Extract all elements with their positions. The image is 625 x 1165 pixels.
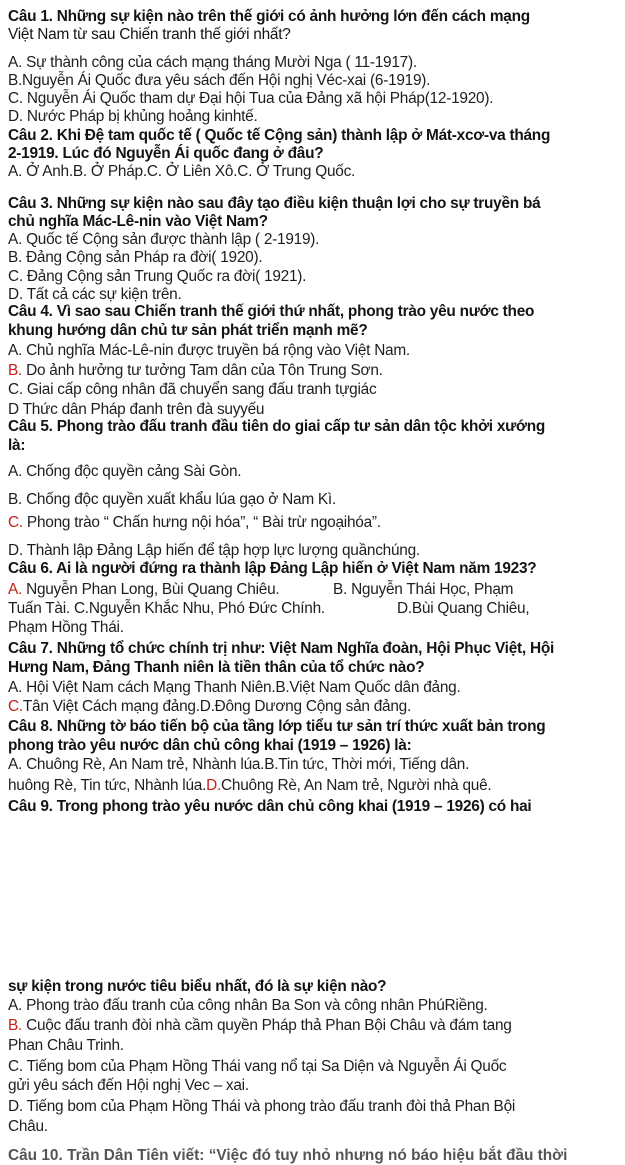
q5-option-d: D. Thành lập Đảng Lập hiến để tập hợp lực lượng quầnchúng.: [8, 542, 420, 559]
q8-option-c-fragment: huông Rè, Tin tức, Nhành lúa.: [8, 777, 207, 794]
q8-option-d-letter: D.: [206, 777, 222, 794]
q3-option-d: D. Tất cả các sự kiện trên.: [8, 286, 182, 303]
q3-option-c: C. Đảng Cộng sản Trung Quốc ra đời( 1921).: [8, 268, 307, 285]
q9-option-a: A. Phong trào đấu tranh của công nhân Ba Son và công nhân PhúRiềng.: [8, 997, 488, 1014]
question-3-line-1: Câu 3. Những sự kiện nào sau đây tạo điều kiện thuận lợi cho sự truyền bá: [8, 195, 541, 212]
q1-option-b: B.Nguyễn Ái Quốc đưa yêu sách đến Hội nghị Véc-xai (6-1919).: [8, 72, 431, 89]
question-4-line-1: Câu 4. Vì sao sau Chiến tranh thế giới thứ nhất, phong trào yêu nước theo: [8, 303, 535, 320]
q5-option-c-letter: C.: [8, 514, 23, 531]
q4-option-a: A. Chủ nghĩa Mác-Lê-nin được truyền bá rộng vào Việt Nam.: [8, 342, 410, 359]
question-5-line-1: Câu 5. Phong trào đấu tranh đầu tiên do giai cấp tư sản dân tộc khởi xướng: [8, 418, 546, 435]
q9-option-b-letter: B.: [8, 1017, 23, 1034]
question-9-line-2: sự kiện trong nước tiêu biểu nhất, đó là sự kiện nào?: [8, 978, 387, 995]
q9-option-b-line-2: Phan Châu Trinh.: [8, 1037, 124, 1054]
q6-options-line-3: Phạm Hồng Thái.: [8, 619, 124, 636]
q6-options-line-2: [8, 600, 620, 618]
question-7-line-2: Hưng Nam, Đảng Thanh niên là tiền thân của tổ chức nào?: [8, 659, 425, 676]
q6-option-b: B. Nguyễn Thái Học, Phạm: [333, 581, 514, 598]
question-8-line-2: phong trào yêu nước dân chủ công khai (1919 – 1926) là:: [8, 737, 412, 754]
q7-option-c-text: Tân Việt Cách mạng đảng.D.Đông Dương Cộng sản đảng.: [22, 698, 412, 715]
q7-option-c-letter: C.: [8, 698, 23, 715]
q5-option-c-text: Phong trào “ Chấn hưng nội hóa”, “ Bài trừ ngoạihóa”.: [22, 514, 381, 531]
question-1-line-1: Câu 1. Những sự kiện nào trên thế giới có ảnh hưởng lớn đến cách mạng: [8, 8, 530, 25]
question-9-line-1: Câu 9. Trong phong trào yêu nước dân chủ công khai (1919 – 1926) có hai: [8, 798, 532, 815]
q6-option-a-letter: A.: [8, 581, 23, 598]
question-4-line-2: khung hướng dân chủ tư sản phát triển mạnh mẽ?: [8, 322, 368, 339]
q3-option-b: B. Đảng Cộng sản Pháp ra đời( 1920).: [8, 249, 263, 266]
q8-option-d-text: Chuông Rè, An Nam trẻ, Người nhà quê.: [221, 777, 492, 794]
q9-option-c-line-2: gửi yêu sách đến Hội nghị Vec – xai.: [8, 1077, 249, 1094]
question-6: Câu 6. Ai là người đứng ra thành lập Đảng Lập hiến ở Việt Nam năm 1923?: [8, 560, 537, 577]
q6-option-a-text: Nguyễn Phan Long, Bùi Quang Chiêu.: [22, 581, 280, 598]
q8-options-line-1: A. Chuông Rè, An Nam trẻ, Nhành lúa.B.Tin tức, Thời mới, Tiếng dân.: [8, 756, 470, 773]
q2-options: A. Ở Anh.B. Ở Pháp.C. Ở Liên Xô.C. Ở Trung Quốc.: [8, 163, 356, 180]
q8-options-line-2: [8, 777, 620, 795]
question-1-line-2: Việt Nam từ sau Chiến tranh thế giới nhất?: [8, 26, 291, 43]
q9-option-b-text: Cuộc đấu tranh đòi nhà cầm quyền Pháp thả Phan Bội Châu và đám tang: [22, 1017, 512, 1034]
q4-option-b-text: Do ảnh hưởng tư tưởng Tam dân của Tôn Trung Sơn.: [22, 362, 383, 379]
q4-option-c: C. Giai cấp công nhân đã chuyển sang đấu tranh tựgiác: [8, 381, 377, 398]
q4-option-b: [8, 362, 620, 380]
q5-option-a: A. Chống độc quyền cảng Sài Gòn.: [8, 463, 242, 480]
q4-option-b-letter: B.: [8, 362, 23, 379]
question-8-line-1: Câu 8. Những tờ báo tiến bộ của tầng lớp tiểu tư sản trí thức xuất bản trong: [8, 718, 546, 735]
q6-option-d: D.Bùi Quang Chiêu,: [397, 600, 530, 617]
q3-option-a: A. Quốc tế Cộng sản được thành lập ( 2-1919).: [8, 231, 320, 248]
q6-options-line-1: [8, 581, 620, 599]
q9-option-d-line-2: Châu.: [8, 1118, 48, 1135]
question-7-line-1: Câu 7. Những tổ chức chính trị như: Việt Nam Nghĩa đoàn, Hội Phục Việt, Hội: [8, 640, 554, 657]
q1-option-c: C. Nguyễn Ái Quốc tham dự Đại hội Tua của Đảng xã hội Pháp(12-1920).: [8, 90, 494, 107]
q9-option-c-line-1: C. Tiếng bom của Phạm Hồng Thái vang nổ tại Sa Diện và Nguyễn Ái Quốc: [8, 1058, 507, 1075]
q6-option-c: Tuấn Tài. C.Nguyễn Khắc Nhu, Phó Đức Chính.: [8, 600, 325, 617]
question-3-line-2: chủ nghĩa Mác-Lê-nin vào Việt Nam?: [8, 213, 268, 230]
q9-option-b-line-1: [8, 1017, 620, 1035]
q5-option-b: B. Chống độc quyền xuất khẩu lúa gạo ở Nam Kì.: [8, 491, 336, 508]
q7-options-cd: [8, 698, 620, 716]
question-2-line-1: Câu 2. Khi Đệ tam quốc tế ( Quốc tế Cộng sản) thành lập ở Mát-xcơ-va tháng: [8, 127, 551, 144]
question-2-line-2: 2-1919. Lúc đó Nguyễn Ái quốc đang ở đâu?: [8, 145, 324, 162]
q9-option-d-line-1: D. Tiếng bom của Phạm Hồng Thái và phong trào đấu tranh đòi thả Phan Bội: [8, 1098, 516, 1115]
q4-option-d: D Thức dân Pháp đanh trên đà suyyếu: [8, 401, 265, 418]
question-10-fragment: Câu 10. Trần Dân Tiên viết: “Việc đó tuy nhỏ nhưng nó báo hiệu bắt đầu thời: [8, 1147, 568, 1164]
q1-option-a: A. Sự thành công của cách mạng tháng Mười Nga ( 11-1917).: [8, 54, 417, 71]
question-5-line-2: là:: [8, 437, 26, 454]
q5-option-c: [8, 514, 620, 532]
q1-option-d: D. Nước Pháp bị khủng hoảng kinhtế.: [8, 108, 258, 125]
q7-options-ab: A. Hội Việt Nam cách Mạng Thanh Niên.B.Việt Nam Quốc dân đảng.: [8, 679, 461, 696]
